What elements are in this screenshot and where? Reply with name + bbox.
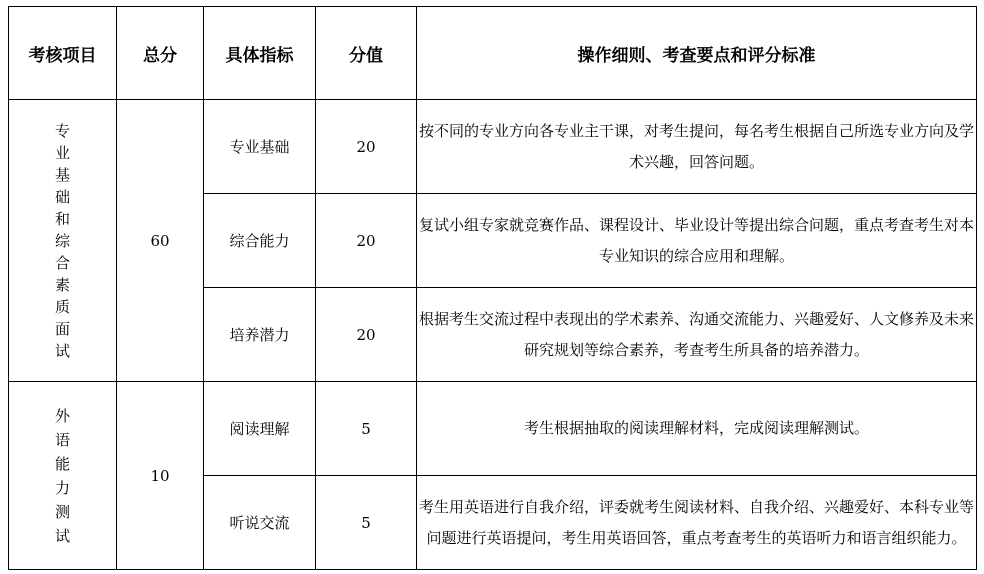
score-cell: 20 — [316, 100, 417, 194]
indicator-cell: 听说交流 — [204, 476, 316, 570]
indicator-cell: 培养潜力 — [204, 288, 316, 382]
header-total: 总分 — [117, 7, 204, 100]
header-row — [9, 7, 977, 100]
indicator-cell: 综合能力 — [204, 194, 316, 288]
score-cell: 5 — [316, 382, 417, 476]
table-row — [9, 100, 977, 194]
total-cell: 10 — [117, 382, 204, 570]
score-cell: 5 — [316, 476, 417, 570]
item-cell-language — [9, 382, 117, 570]
indicator-cell: 专业基础 — [204, 100, 316, 194]
score-cell: 20 — [316, 194, 417, 288]
assessment-table — [8, 6, 977, 570]
header-detail: 操作细则、考查要点和评分标准 — [417, 7, 977, 100]
detail-cell: 考生用英语进行自我介绍，评委就考生阅读材料、自我介绍、兴趣爱好、本科专业等问题进行英语提问，考生用英语回答，重点考查考生的英语听力和语言组织能力。 — [417, 476, 977, 570]
indicator-cell: 阅读理解 — [204, 382, 316, 476]
header-indicator: 具体指标 — [204, 7, 316, 100]
detail-cell: 复试小组专家就竞赛作品、课程设计、毕业设计等提出综合问题，重点考查考生对本专业知识的综合应用和理解。 — [417, 194, 977, 288]
item-label: 外语能力测试 — [54, 406, 70, 545]
header-item: 考核项目 — [9, 7, 117, 100]
detail-cell: 根据考生交流过程中表现出的学术素养、沟通交流能力、兴趣爱好、人文修养及未来研究规划等综合素养，考查考生所具备的培养潜力。 — [417, 288, 977, 382]
table-row — [9, 382, 977, 476]
header-score: 分值 — [316, 7, 417, 100]
detail-cell: 考生根据抽取的阅读理解材料，完成阅读理解测试。 — [417, 382, 977, 476]
detail-cell: 按不同的专业方向各专业主干课，对考生提问，每名考生根据自己所选专业方向及学术兴趣，回答问题。 — [417, 100, 977, 194]
item-cell-professional — [9, 100, 117, 382]
item-label: 专业基础和综合素质面试 — [54, 121, 70, 360]
total-cell: 60 — [117, 100, 204, 382]
score-cell: 20 — [316, 288, 417, 382]
